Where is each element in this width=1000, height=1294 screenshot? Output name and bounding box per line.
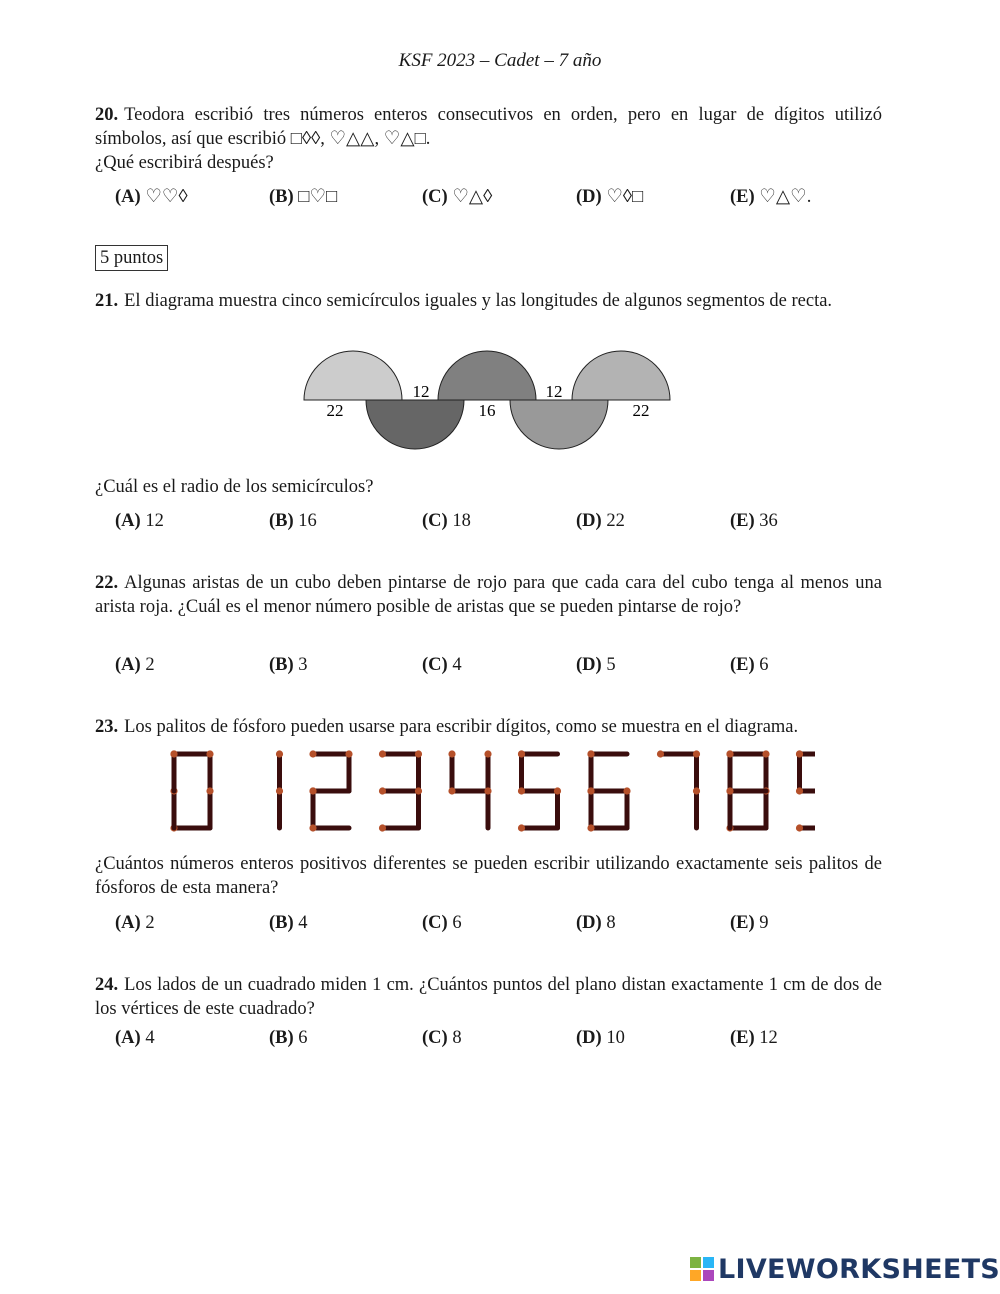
match-head: [657, 750, 664, 757]
match-head: [518, 787, 525, 794]
option-b[interactable]: (B) 4: [269, 913, 308, 933]
logo-text: LIVEWORKSHEETS: [718, 1253, 1000, 1285]
question-24: [95, 973, 882, 1021]
option-d[interactable]: (D) 8: [576, 913, 616, 933]
option-e[interactable]: (E) 36: [730, 511, 778, 531]
match-head: [206, 750, 213, 757]
digit-0: [170, 750, 213, 831]
match-head: [309, 787, 316, 794]
question-prompt: ¿Qué escribirá después?: [95, 153, 274, 173]
digit-9: [796, 750, 815, 831]
match-head: [623, 787, 630, 794]
question-text: Los palitos de fósforo pueden usarse para escribir dígitos, como se muestra en el diagrama.: [124, 717, 799, 737]
match-head: [554, 787, 561, 794]
match-head: [379, 824, 386, 831]
page-header: KSF 2023 – Cadet – 7 año: [398, 50, 602, 71]
question-number: 20.: [95, 105, 119, 125]
digit-7: [657, 750, 700, 828]
match-head: [726, 750, 733, 757]
matchstick-digits: [165, 748, 815, 838]
option-c[interactable]: (C) 4: [422, 655, 462, 675]
option-a[interactable]: (A) 2: [115, 655, 155, 675]
match-head: [309, 824, 316, 831]
semicircle-4: [510, 400, 608, 449]
question-21: [95, 289, 882, 313]
question-23-prompt: ¿Cuántos números enteros positivos diferentes se pueden escribir utilizando exactamente seis palitos de fósforos de esta manera?: [95, 854, 882, 898]
match-head: [587, 824, 594, 831]
question-text: Los lados de un cuadrado miden 1 cm. ¿Cuántos puntos del plano distan exactamente 1 cm de dos de los vértices de este cuadrado?: [95, 975, 882, 1019]
match-head: [518, 750, 525, 757]
match-head: [796, 824, 803, 831]
digit-6: [587, 750, 630, 831]
match-head: [484, 750, 491, 757]
match-head: [170, 750, 177, 757]
logo-icon: [690, 1257, 714, 1281]
question-number: 22.: [95, 573, 119, 593]
match-head: [448, 787, 455, 794]
digit-5: [518, 750, 561, 831]
match-head: [379, 787, 386, 794]
semicircle-3: [438, 351, 536, 400]
question-number: 23.: [95, 717, 119, 737]
match-head: [693, 787, 700, 794]
option-b[interactable]: (B) □♡□: [269, 187, 338, 207]
semicircles-diagram: [300, 345, 680, 457]
semicircle-5: [572, 351, 670, 400]
match-head: [415, 750, 422, 757]
match-head: [276, 787, 283, 794]
match-head: [345, 750, 352, 757]
match-head: [276, 750, 283, 757]
question-20: [95, 103, 882, 175]
option-d[interactable]: (D) 10: [576, 1028, 625, 1048]
option-b[interactable]: (B) 16: [269, 511, 317, 531]
option-d[interactable]: (D) 22: [576, 511, 625, 531]
option-e[interactable]: (E) 6: [730, 655, 769, 675]
match-head: [448, 750, 455, 757]
segment-label-3: 16: [478, 401, 496, 420]
option-c[interactable]: (C) 18: [422, 511, 471, 531]
match-head: [762, 750, 769, 757]
option-b[interactable]: (B) 6: [269, 1028, 308, 1048]
question-22: [95, 571, 882, 619]
option-a[interactable]: (A) 2: [115, 913, 155, 933]
option-a[interactable]: (A) 12: [115, 511, 164, 531]
question-23: [95, 715, 882, 739]
match-head: [726, 787, 733, 794]
digit-2: [309, 750, 352, 831]
digit-1: [276, 750, 283, 828]
option-e[interactable]: (E) 9: [730, 913, 769, 933]
match-head: [518, 824, 525, 831]
segment-label-4: 12: [545, 382, 563, 401]
digit-3: [379, 750, 422, 831]
option-c[interactable]: (C) 8: [422, 1028, 462, 1048]
digit-4: [448, 750, 491, 828]
match-head: [379, 750, 386, 757]
match-head: [206, 787, 213, 794]
option-e[interactable]: (E) ♡△♡.: [730, 187, 812, 207]
question-text: El diagrama muestra cinco semicírculos iguales y las longitudes de algunos segmentos de recta.: [124, 291, 833, 311]
question-text: Algunas aristas de un cubo deben pintarse de rojo para que cada cara del cubo tenga al menos una arista roja. ¿Cuál es el menor número posible de aristas que se pueden pintarse de rojo?: [95, 573, 882, 617]
segment-label-5: 22: [632, 401, 650, 420]
option-a[interactable]: (A) 4: [115, 1028, 155, 1048]
segment-label-1: 22: [326, 401, 344, 420]
digit-8: [726, 750, 769, 831]
liveworksheets-logo[interactable]: [690, 1254, 1000, 1284]
match-head: [415, 787, 422, 794]
option-b[interactable]: (B) 3: [269, 655, 308, 675]
option-d[interactable]: (D) ♡◊□: [576, 187, 644, 207]
option-a[interactable]: (A) ♡♡◊: [115, 187, 188, 207]
option-c[interactable]: (C) 6: [422, 913, 462, 933]
segment-label-2: 12: [412, 382, 430, 401]
points-box: 5 puntos: [95, 245, 168, 271]
option-d[interactable]: (D) 5: [576, 655, 616, 675]
question-21-prompt: ¿Cuál es el radio de los semicírculos?: [95, 477, 374, 497]
option-e[interactable]: (E) 12: [730, 1028, 778, 1048]
match-head: [796, 787, 803, 794]
semicircle-1: [304, 351, 402, 400]
match-head: [484, 787, 491, 794]
question-number: 21.: [95, 291, 119, 311]
option-c[interactable]: (C) ♡△◊: [422, 187, 493, 207]
match-head: [587, 750, 594, 757]
question-number: 24.: [95, 975, 119, 995]
match-head: [796, 750, 803, 757]
match-head: [309, 750, 316, 757]
match-head: [693, 750, 700, 757]
semicircle-2: [366, 400, 464, 449]
question-text: Teodora escribió tres números enteros consecutivos en orden, pero en lugar de dígitos utilizó símbolos, así que escribió □◊◊, ♡△△, ♡△□.: [95, 105, 882, 149]
match-head: [587, 787, 594, 794]
